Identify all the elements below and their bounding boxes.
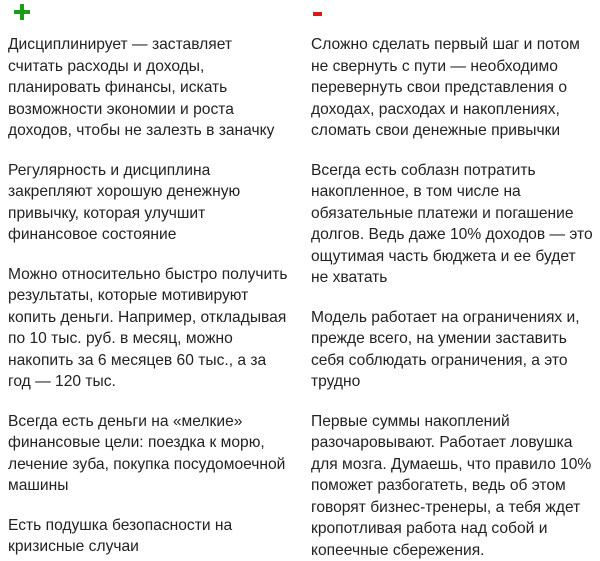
plus-symbol-text <box>14 4 15 5</box>
pros-column <box>0 0 303 551</box>
cons-item: Всегда есть соблазн потратить накопленное, в том числе на обязательные платежи и погашение долгов. Ведь даже 10% доходов — это ощутимая часть бюджета и ее будет не хватать <box>311 160 593 289</box>
cons-item: Сложно сделать первый шаг и потом не свернуть с пути — необходимо перевернуть свои представления о доходах, расходах и накоплениях, сломать свои денежные привычки <box>311 34 593 142</box>
cons-item: Модель работает на ограничениях и, прежде всего, на умении заставить себя соблюдать ограничения, а это трудно <box>311 307 593 393</box>
pros-item: Можно относительно быстро получить результаты, которые мотивируют копить деньги. Например, откладывая по 10 тыс. руб. в месяц, можно накопить за 6 месяцев 60 тыс., а за год — 120 тыс. <box>8 264 290 393</box>
pros-header <box>8 0 299 34</box>
pros-item: Регулярность и дисциплина закрепляют хорошую денежную привычку, которая улучшит финансовое состояние <box>8 160 290 246</box>
minus-symbol-text <box>313 12 314 13</box>
plus-icon <box>14 4 30 20</box>
pros-item: Всегда есть деньги на «мелкие» финансовые цели: поездка к морю, лечение зуба, покупка посудомоечной машины <box>8 411 290 497</box>
cons-item: Первые суммы накоплений разочаровывают. Работает ловушка для мозга. Думаешь, что правило 10% поможет разбогатеть, ведь об этом говорят бизнес-тренеры, а тебя ждет кропотливая работа над собой и копеечные сбережения. <box>311 411 593 561</box>
pros-item: Есть подушка безопасности на кризисные случаи <box>8 515 290 558</box>
pros-item: Дисциплинирует — заставляет считать расходы и доходы, планировать финансы, искать возможности экономии и роста доходов, чтобы не залезть в заначку <box>8 34 290 142</box>
cons-column <box>303 0 600 551</box>
cons-header <box>311 0 596 34</box>
minus-icon <box>313 12 322 16</box>
plus-icon-vertical-bar <box>20 4 24 20</box>
